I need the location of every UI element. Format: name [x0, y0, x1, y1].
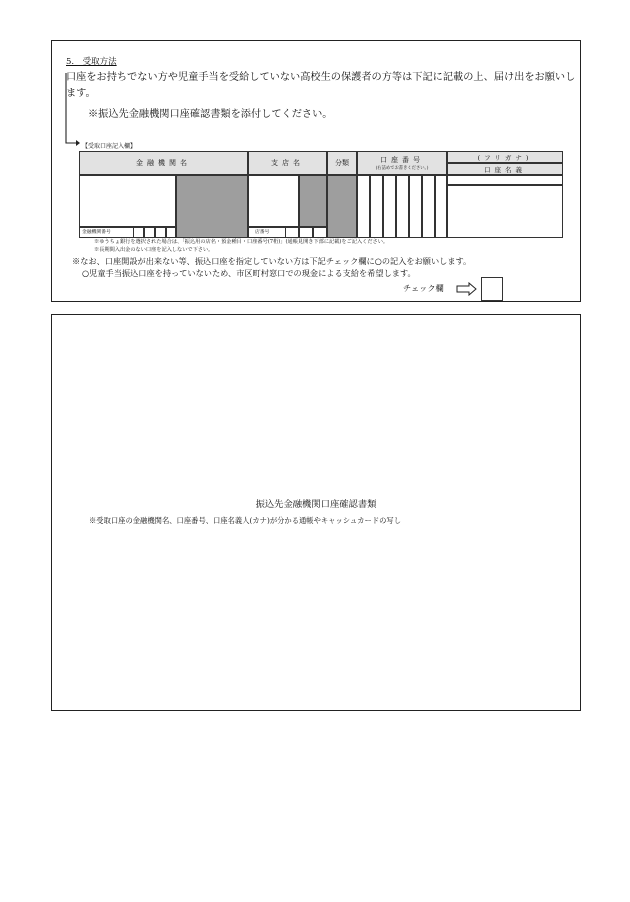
- bank-name-field[interactable]: [79, 175, 176, 227]
- account-digit-box[interactable]: [396, 175, 409, 238]
- check-label: チェック欄: [403, 283, 444, 293]
- bank-code-box[interactable]: [144, 227, 155, 238]
- cash-payment-option: ○児童手当振込口座を持っていないため、市区町村窓口での現金による支給を希望します。: [82, 268, 416, 278]
- header-bank-name: 金融機関名: [79, 151, 248, 175]
- section-heading: 5. 受取方法: [66, 57, 117, 67]
- check-box[interactable]: [481, 277, 503, 301]
- bank-code-box[interactable]: [155, 227, 166, 238]
- type-field[interactable]: [327, 175, 357, 238]
- bank-code-box[interactable]: [166, 227, 176, 238]
- account-entry-form: [79, 151, 563, 238]
- attachment-description: ※受取口座の金融機関名、口座番号、口座名義人(カナ)が分かる通帳やキャッシュカードの写し: [89, 516, 402, 525]
- branch-code-label: 店番号: [248, 227, 327, 238]
- header-account-number-label: 口座番号: [380, 156, 424, 164]
- branch-code-box[interactable]: [299, 227, 313, 238]
- header-account-number: [357, 151, 447, 175]
- account-digit-box[interactable]: [422, 175, 435, 238]
- receipt-method-section: [51, 40, 581, 302]
- note-dormant: ※長期間入出金のない口座を記入しないで下さい。: [94, 247, 214, 253]
- account-entry-label: 【受取口座記入欄】: [82, 143, 137, 150]
- header-branch-name: 支店名: [248, 151, 327, 175]
- account-digit-box[interactable]: [383, 175, 396, 238]
- attachment-title: 振込先金融機関口座確認書類: [255, 499, 377, 510]
- furigana-field[interactable]: [447, 175, 563, 185]
- note-yucho: ※ゆうちょ銀行を選択された場合は、「振込用の店名・預金種目・口座番号(7桁)」(通帳見開き下部に記載)をご記入ください。: [94, 239, 389, 245]
- header-type: 分類: [327, 151, 357, 175]
- section-paragraph: 口座をお持ちでない方や児童手当を受給していない高校生の保護者の方等は下記に記載の上、届け出をお願いします。: [66, 72, 576, 99]
- right-arrow-icon: [456, 282, 478, 296]
- bank-gray-area: [176, 175, 248, 238]
- branch-code-box[interactable]: [313, 227, 327, 238]
- bank-code-box[interactable]: [133, 227, 144, 238]
- branch-gray-area: [299, 175, 327, 227]
- account-digit-box[interactable]: [357, 175, 370, 238]
- attach-instruction: ※振込先金融機関口座確認書類を添付してください。: [88, 109, 333, 120]
- header-account-holder: 口座名義: [447, 163, 563, 175]
- account-digit-box[interactable]: [370, 175, 383, 238]
- branch-code-box[interactable]: [285, 227, 299, 238]
- account-digit-box[interactable]: [409, 175, 422, 238]
- connector-arrow-icon: [60, 71, 80, 151]
- account-number-hint: (右詰めでお書きください。): [375, 166, 429, 171]
- account-digit-box[interactable]: [435, 175, 447, 238]
- attachment-area: [51, 314, 581, 711]
- branch-name-field[interactable]: [248, 175, 299, 227]
- header-furigana: (フリガナ): [447, 151, 563, 163]
- account-holder-field[interactable]: [447, 185, 563, 238]
- bank-code-label: 金融機関番号: [79, 227, 176, 238]
- no-account-note: ※なお、口座開設が出来ない等、振込口座を指定していない方は下記チェック欄に○の記入をお願いします。: [72, 256, 472, 266]
